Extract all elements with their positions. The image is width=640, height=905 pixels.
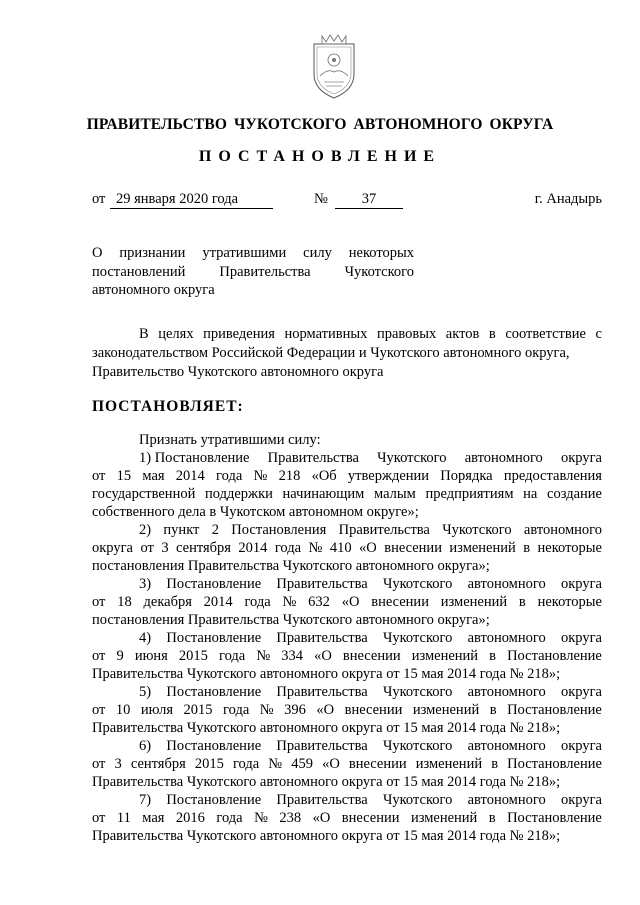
- word: автономного: [464, 450, 543, 466]
- word: №: [268, 756, 283, 772]
- word: округа: [560, 576, 602, 592]
- word: Постановление: [507, 702, 602, 718]
- word: внесении: [371, 594, 429, 610]
- word: в: [489, 702, 497, 718]
- word: в: [491, 756, 499, 772]
- word: от: [92, 756, 106, 772]
- word: №: [308, 540, 323, 556]
- word: «О: [322, 756, 340, 772]
- word: автономного: [467, 576, 546, 592]
- list-item: [92, 575, 602, 629]
- list-item: [92, 629, 602, 683]
- number-prefix: №: [314, 191, 328, 207]
- word: июня: [134, 648, 168, 664]
- text-line: [92, 449, 602, 467]
- word: автономного: [467, 738, 546, 754]
- word: предприятиям: [425, 486, 514, 502]
- word: Постановление: [507, 756, 602, 772]
- word: Порядка: [440, 468, 493, 484]
- text-line: собственного дела в Чукотском автономном округе»;: [92, 504, 419, 520]
- word: Правительства: [276, 792, 368, 808]
- word: 2014: [238, 540, 268, 556]
- word: в: [488, 810, 496, 826]
- text-line: [92, 539, 602, 557]
- document-number: 37: [335, 191, 403, 209]
- word: Чукотского: [382, 792, 453, 808]
- document-subject: [92, 244, 414, 300]
- text-line: Правительства Чукотского автономного округа от 15 мая 2014 года № 218»;: [92, 774, 561, 790]
- word: нормативных: [284, 326, 368, 342]
- word: Чукотского: [442, 522, 512, 538]
- word: 459: [291, 756, 313, 772]
- word: Чукотского: [382, 630, 453, 646]
- text-line: [92, 701, 602, 719]
- word: автономного: [467, 630, 546, 646]
- resolves-heading: ПОСТАНОВЛЯЕТ:: [92, 398, 244, 415]
- body-lead: Признать утратившими силу:: [139, 432, 321, 448]
- word: мая: [142, 810, 165, 826]
- word: года: [223, 702, 250, 718]
- word: Постановление: [166, 738, 262, 754]
- word: поддержки: [205, 486, 273, 502]
- word: от: [92, 594, 106, 610]
- word: от: [92, 810, 106, 826]
- text-line: [92, 683, 602, 701]
- word: «О: [359, 540, 377, 556]
- word: округа: [560, 792, 602, 808]
- word: предоставления: [503, 468, 602, 484]
- text-line: [92, 244, 414, 263]
- word: Постановления: [231, 522, 327, 538]
- word: целях: [158, 326, 194, 342]
- word: 396: [284, 702, 306, 718]
- word: «О: [341, 594, 360, 610]
- word: изменений: [411, 648, 479, 664]
- word: изменений: [412, 702, 480, 718]
- text-line: Правительства Чукотского автономного округа от 15 мая 2014 года № 218»;: [92, 720, 561, 736]
- word: Правительства: [276, 576, 368, 592]
- word: внесении: [344, 702, 403, 718]
- word: в: [488, 326, 496, 342]
- text-line: [92, 791, 602, 809]
- word: утверждении: [347, 468, 430, 484]
- text-line: автономного округа: [92, 282, 215, 298]
- word: 3: [114, 756, 122, 772]
- word: 2014: [175, 468, 205, 484]
- word: государственной: [92, 486, 196, 502]
- word: 11: [116, 810, 131, 826]
- word: Постановление: [166, 630, 262, 646]
- word: приведения: [203, 326, 275, 342]
- word: 2): [139, 522, 152, 538]
- word: постановлений: [92, 263, 186, 280]
- word: соответствие: [505, 326, 586, 342]
- text-line: [92, 575, 602, 593]
- word: 2016: [175, 810, 205, 826]
- word: О: [92, 245, 103, 261]
- text-line: [92, 629, 602, 647]
- word: 5): [139, 684, 152, 700]
- word: актов: [445, 326, 480, 342]
- word: 3): [139, 576, 152, 592]
- word: изменений: [440, 594, 508, 610]
- word: «О: [316, 702, 335, 718]
- word: от: [92, 648, 106, 664]
- text-line: Правительства Чукотского автономного округа от 15 мая 2014 года № 218»;: [92, 666, 561, 682]
- word: Постановление: [166, 684, 262, 700]
- word: 218: [278, 468, 301, 484]
- word: в: [489, 648, 496, 664]
- word: 410: [329, 540, 352, 556]
- word: Чукотского: [344, 263, 414, 280]
- word: Постановление: [507, 810, 602, 826]
- text-line: [92, 755, 602, 773]
- text-line: [92, 647, 602, 665]
- word: Правительства: [219, 263, 311, 280]
- list-item: [92, 791, 602, 845]
- word: Правительства: [276, 684, 368, 700]
- word: года: [232, 756, 260, 772]
- word: 2015: [178, 648, 208, 664]
- government-title: ПРАВИТЕЛЬСТВО ЧУКОТСКОГО АВТОНОМНОГО ОКРУГА: [86, 116, 554, 133]
- text-line: [92, 809, 602, 827]
- text-line: постановления Правительства Чукотского автономного округа»;: [92, 612, 490, 628]
- word: 2014: [203, 594, 233, 610]
- word: Чукотского: [382, 576, 453, 592]
- word: изменений: [449, 540, 516, 556]
- word: изменений: [410, 810, 478, 826]
- word: Правительства: [267, 450, 359, 466]
- word: 632: [308, 594, 330, 610]
- word: некоторые: [537, 540, 602, 556]
- word: 6): [139, 738, 152, 754]
- word: Чукотского: [382, 684, 453, 700]
- word: внесении: [341, 810, 400, 826]
- word: сентября: [176, 540, 231, 556]
- word: 15: [116, 468, 132, 484]
- word: 1) Постановление: [139, 450, 250, 466]
- word: начинающим: [282, 486, 365, 502]
- word: правовых: [376, 326, 437, 342]
- word: Правительства: [276, 630, 368, 646]
- word: года: [216, 810, 243, 826]
- word: округа: [561, 450, 602, 466]
- word: 9: [116, 648, 124, 664]
- word: некоторые: [537, 594, 602, 610]
- text-line: [92, 263, 414, 282]
- document-type: ПОСТАНОВЛЕНИЕ: [198, 148, 442, 165]
- text-line: [92, 737, 602, 755]
- coat-of-arms-icon: [306, 30, 362, 104]
- word: с: [595, 326, 602, 342]
- word: в: [518, 594, 526, 610]
- word: округа: [560, 684, 602, 700]
- document-city: г. Анадырь: [534, 191, 602, 207]
- word: сентября: [130, 756, 186, 772]
- word: года: [216, 468, 243, 484]
- word: округа: [92, 540, 133, 556]
- word: 18: [117, 594, 132, 610]
- word: 7): [139, 792, 152, 808]
- word: года: [244, 594, 271, 610]
- word: «О: [314, 648, 332, 664]
- word: признании: [119, 245, 186, 261]
- text-line: [92, 485, 602, 503]
- word: округа: [560, 630, 602, 646]
- word: от: [92, 702, 106, 718]
- items-list: [92, 449, 602, 845]
- word: автономного: [467, 684, 546, 700]
- text-line: постановления Правительства Чукотского автономного округа»;: [92, 558, 490, 574]
- word: №: [282, 594, 297, 610]
- word: от: [140, 540, 154, 556]
- word: автономного: [523, 522, 602, 538]
- word: 2015: [183, 702, 213, 718]
- word: года: [219, 648, 246, 664]
- word: создание: [547, 486, 602, 502]
- text-line: Правительства Чукотского автономного округа от 15 мая 2014 года № 218»;: [92, 828, 561, 844]
- text-line: [92, 467, 602, 485]
- list-item: [92, 449, 602, 521]
- list-item: [92, 683, 602, 737]
- word: июля: [140, 702, 174, 718]
- word: внесении: [342, 648, 401, 664]
- word: Правительства: [338, 522, 430, 538]
- word: 2: [211, 522, 219, 538]
- word: №: [253, 468, 268, 484]
- word: Чукотского: [382, 738, 453, 754]
- word: малым: [374, 486, 416, 502]
- word: внесении: [348, 756, 407, 772]
- word: 10: [115, 702, 131, 718]
- word: Чукотского: [377, 450, 447, 466]
- text-line: [92, 325, 602, 344]
- word: пункт: [163, 522, 200, 538]
- word: года: [274, 540, 302, 556]
- intro-paragraph: [92, 325, 602, 382]
- word: на: [523, 486, 538, 502]
- word: 3: [161, 540, 169, 556]
- word: 334: [281, 648, 303, 664]
- list-item: [92, 521, 602, 575]
- word: №: [256, 648, 271, 664]
- word: утратившими: [202, 245, 287, 261]
- word: округа: [560, 738, 602, 754]
- date-prefix: от: [92, 191, 106, 207]
- list-item: [92, 737, 602, 791]
- text-line: [92, 521, 602, 539]
- word: изменений: [415, 756, 483, 772]
- text-line: Правительство Чукотского автономного округа: [92, 364, 384, 380]
- word: декабря: [143, 594, 192, 610]
- word: «О: [312, 810, 331, 826]
- word: 238: [279, 810, 302, 826]
- text-line: [92, 593, 602, 611]
- word: в: [523, 540, 531, 556]
- word: автономного: [467, 792, 546, 808]
- document-date: 29 января 2020 года: [110, 191, 273, 209]
- word: «Об: [311, 468, 337, 484]
- word: Постановление: [507, 648, 602, 664]
- word: В: [139, 326, 149, 342]
- word: от: [92, 468, 106, 484]
- word: Постановление: [166, 792, 262, 808]
- word: №: [254, 810, 268, 826]
- word: 2015: [194, 756, 224, 772]
- word: Правительства: [276, 738, 368, 754]
- word: №: [259, 702, 274, 718]
- word: некоторых: [348, 245, 414, 261]
- text-line: законодательством Российской Федерации и Чукотского автономного округа,: [92, 345, 570, 361]
- word: мая: [142, 468, 165, 484]
- resolution-body: [92, 431, 602, 845]
- word: внесении: [384, 540, 442, 556]
- word: Постановление: [166, 576, 262, 592]
- word: 4): [139, 630, 152, 646]
- word: силу: [303, 245, 332, 261]
